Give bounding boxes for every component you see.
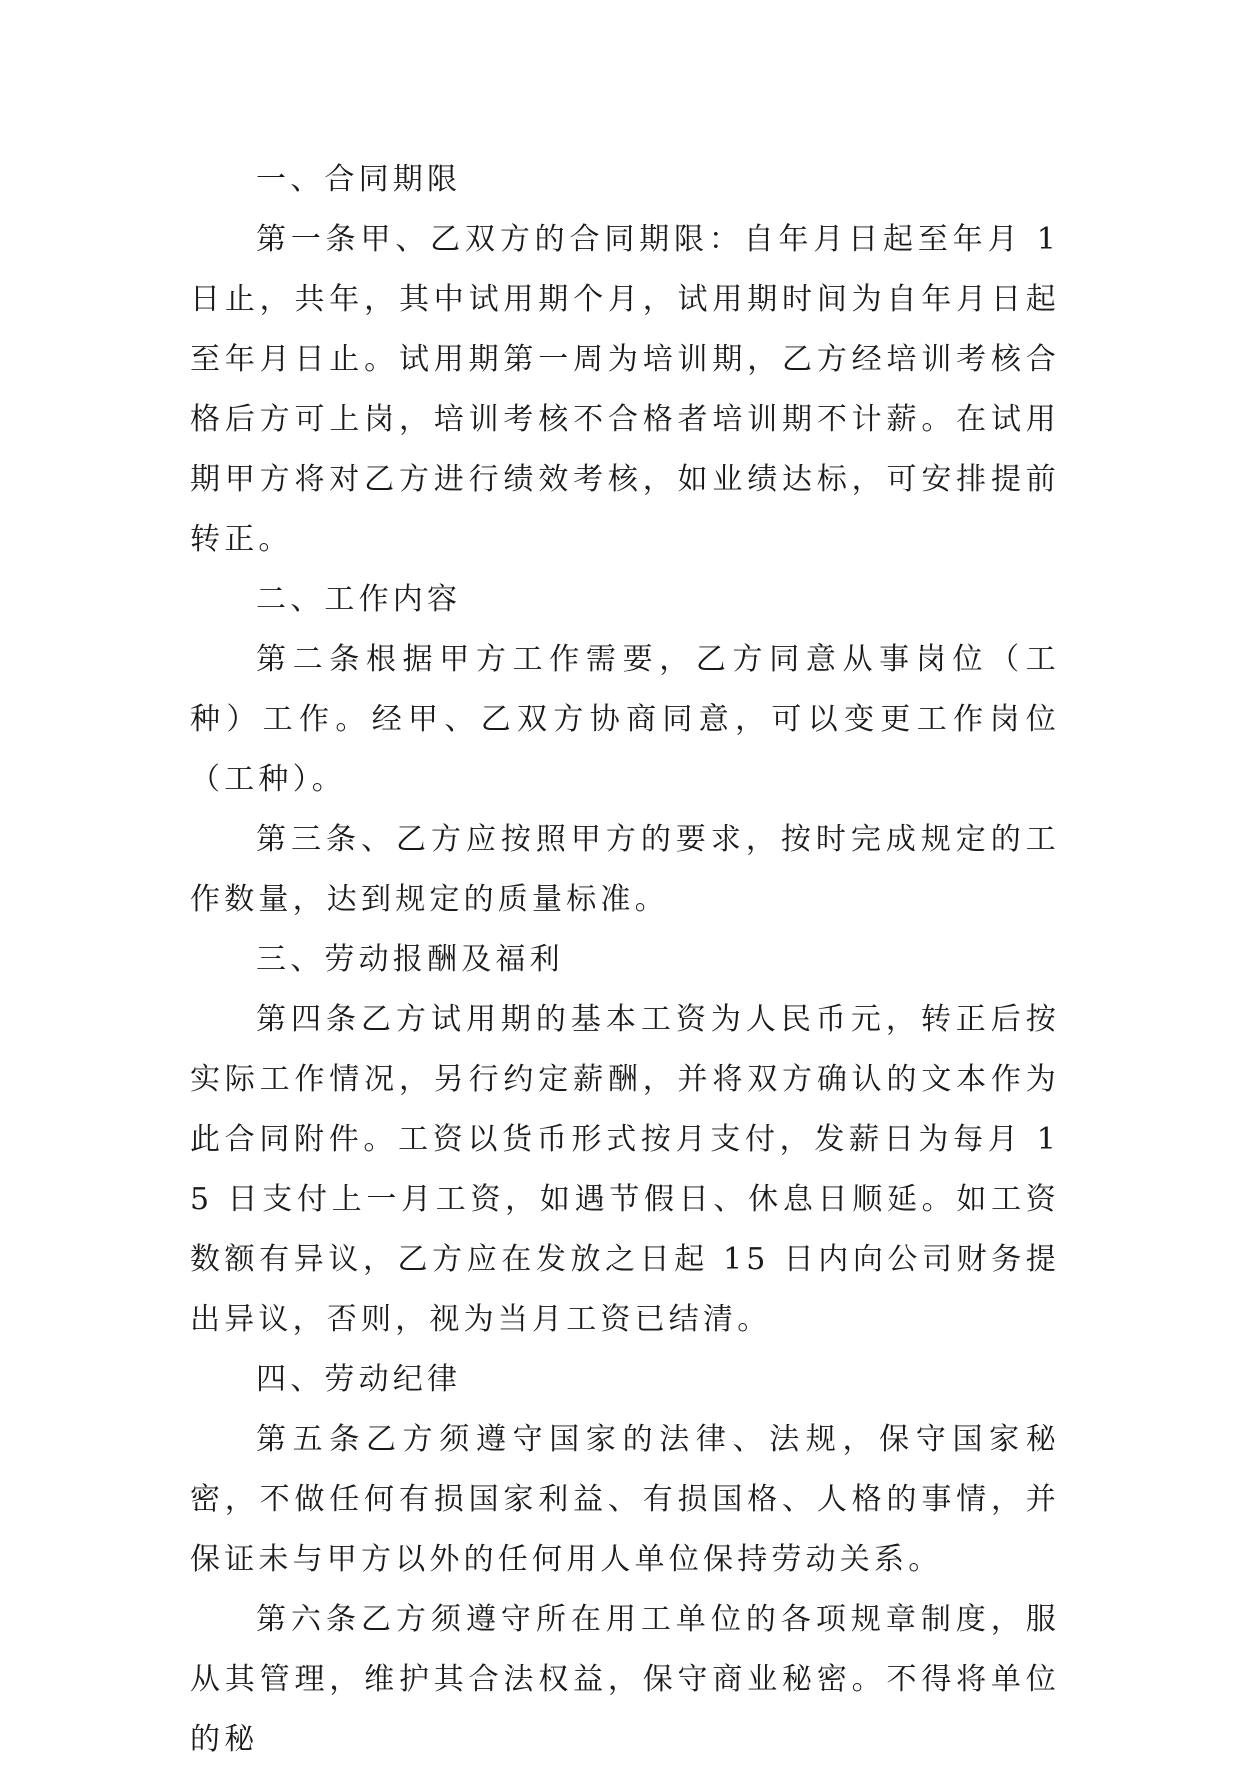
article-2-paragraph: 第二条根据甲方工作需要，乙方同意从事岗位（工种）工作。经甲、乙双方协商同意，可以变更工作岗位（工种）。 bbox=[190, 642, 1060, 797]
article-5-paragraph: 第五条乙方须遵守国家的法律、法规，保守国家秘密，不做任何有损国家利益、有损国格、人格的事情，并保证未与甲方以外的任何用人单位保持劳动关系。 bbox=[190, 1422, 1060, 1577]
article-1-paragraph: 第一条甲、乙双方的合同期限：自年月日起至年月 1 日止，共年，其中试用期个月，试用期时间为自年月日起至年月日止。试用期第一周为培训期，乙方经培训考核合格后方可上岗，培训考核不合格者培训期不计薪。在试用期甲方将对乙方进行绩效考核，如业绩达标，可安排提前转正。 bbox=[190, 222, 1060, 557]
document-body bbox=[190, 150, 1060, 1770]
section-heading-term: 一、合同期限 bbox=[256, 162, 462, 197]
section-heading-remuneration: 三、劳动报酬及福利 bbox=[256, 942, 564, 977]
article-4-paragraph: 第四条乙方试用期的基本工资为人民币元，转正后按实际工作情况，另行约定薪酬，并将双方确认的文本作为此合同附件。工资以货币形式按月支付，发薪日为每月 15 日支付上一月工资，如遇节假日、休息日顺延。如工资数额有异议，乙方应在发放之日起 15 日内向公司财务提出异议，否则，视为当月工资已结清。 bbox=[190, 1002, 1060, 1337]
article-3-paragraph: 第三条、乙方应按照甲方的要求，按时完成规定的工作数量，达到规定的质量标准。 bbox=[190, 822, 1060, 917]
section-heading-work-content: 二、工作内容 bbox=[256, 582, 462, 617]
section-heading-discipline: 四、劳动纪律 bbox=[256, 1362, 462, 1397]
article-6-paragraph: 第六条乙方须遵守所在用工单位的各项规章制度，服从其管理，维护其合法权益，保守商业秘密。不得将单位的秘 bbox=[190, 1602, 1060, 1757]
